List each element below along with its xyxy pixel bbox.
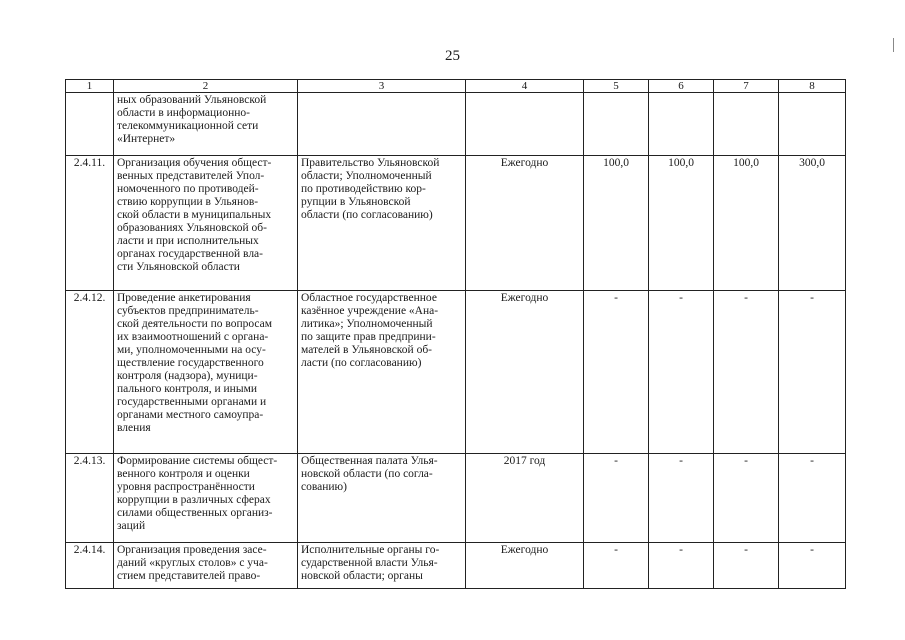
- item-number: 2.4.13.: [66, 454, 114, 543]
- table-row: [66, 93, 846, 156]
- item-number: 2.4.14.: [66, 543, 114, 589]
- header-cell: 2: [114, 80, 298, 93]
- header-cell: 4: [466, 80, 584, 93]
- text-line: Формирование системы общест-: [117, 455, 278, 467]
- text-line: контроля (надзора), муници-: [117, 370, 258, 382]
- value-col6: -: [649, 543, 714, 589]
- text-line: мателей в Ульяновской об-: [301, 344, 433, 356]
- text-line: номоченного по противодей-: [117, 183, 259, 195]
- text-line: их взаимоотношений с органа-: [117, 331, 269, 343]
- text-line: по защите прав предприни-: [301, 331, 436, 343]
- value-col5: [584, 93, 649, 156]
- text-line: Проведение анкетирования: [117, 292, 251, 304]
- header-row: [66, 80, 846, 93]
- text-line: ществление государственного: [117, 357, 264, 369]
- header-cell: 1: [66, 80, 114, 93]
- page-number: 25: [445, 48, 460, 64]
- item-description: [114, 156, 298, 291]
- text-line: ской деятельности по вопросам: [117, 318, 273, 330]
- header-cell: 5: [584, 80, 649, 93]
- value-col8: -: [779, 454, 846, 543]
- text-line: даний «круглых столов» с уча-: [117, 557, 268, 569]
- item-executor: [298, 156, 466, 291]
- header-cell: 6: [649, 80, 714, 93]
- text-line: уровня распространённости: [117, 481, 255, 493]
- text-line: новской области; органы: [301, 570, 423, 582]
- text-line: вления: [117, 422, 151, 434]
- text-line: телекоммуникационной сети: [117, 120, 259, 132]
- text-line: ных образований Ульяновской: [117, 94, 267, 106]
- text-line: сударственной власти Улья-: [301, 557, 438, 569]
- value-col7: 100,0: [714, 156, 779, 291]
- item-period: Ежегодно: [466, 543, 584, 589]
- value-col8: -: [779, 543, 846, 589]
- text-line: заций: [117, 520, 146, 532]
- text-line: органах государственной вла-: [117, 248, 263, 260]
- text-line: силами общественных организ-: [117, 507, 273, 519]
- value-col8: 300,0: [779, 156, 846, 291]
- text-line: образованиях Ульяновской об-: [117, 222, 267, 234]
- text-line: сти Ульяновской области: [117, 261, 240, 273]
- item-description: [114, 454, 298, 543]
- text-line: Исполнительные органы го-: [301, 544, 440, 556]
- text-line: стием представителей право-: [117, 570, 261, 582]
- text-line: «Интернет»: [117, 133, 176, 145]
- table-row: [66, 291, 846, 454]
- item-executor: [298, 291, 466, 454]
- text-line: венных представителей Упол-: [117, 170, 265, 182]
- value-col5: -: [584, 543, 649, 589]
- header-cell: 8: [779, 80, 846, 93]
- text-line: Областное государственное: [301, 292, 437, 304]
- item-executor: [298, 454, 466, 543]
- margin-mark: [893, 38, 894, 52]
- value-col6: -: [649, 454, 714, 543]
- text-line: литика»; Уполномоченный: [301, 318, 433, 330]
- text-line: новской области (по согла-: [301, 468, 433, 480]
- item-description: [114, 93, 298, 156]
- text-line: Общественная палата Улья-: [301, 455, 438, 467]
- text-line: казённое учреждение «Ана-: [301, 305, 439, 317]
- text-line: по противодействию кор-: [301, 183, 426, 195]
- item-description: [114, 291, 298, 454]
- table-row: [66, 543, 846, 589]
- text-line: венного контроля и оценки: [117, 468, 250, 480]
- text-line: ми, уполномоченными на осу-: [117, 344, 266, 356]
- value-col7: -: [714, 291, 779, 454]
- text-line: ствию коррупции в Ульянов-: [117, 196, 259, 208]
- item-number: 2.4.12.: [66, 291, 114, 454]
- text-line: области (по согласованию): [301, 209, 433, 221]
- text-line: коррупции в различных сферах: [117, 494, 271, 506]
- header-cell: 7: [714, 80, 779, 93]
- value-col5: 100,0: [584, 156, 649, 291]
- table-row: [66, 454, 846, 543]
- item-number: 2.4.11.: [66, 156, 114, 291]
- item-period: [466, 93, 584, 156]
- text-line: сованию): [301, 481, 347, 493]
- text-line: Правительство Ульяновской: [301, 157, 440, 169]
- value-col6: 100,0: [649, 156, 714, 291]
- item-description: [114, 543, 298, 589]
- header-cell: 3: [298, 80, 466, 93]
- value-col8: [779, 93, 846, 156]
- text-line: пального контроля, и иными: [117, 383, 257, 395]
- value-col7: -: [714, 454, 779, 543]
- value-col7: [714, 93, 779, 156]
- text-line: области в информационно-: [117, 107, 250, 119]
- value-col6: -: [649, 291, 714, 454]
- value-col5: -: [584, 454, 649, 543]
- item-executor: [298, 93, 466, 156]
- text-line: государственными органами и: [117, 396, 267, 408]
- text-line: органами местного самоупра-: [117, 409, 264, 421]
- text-line: ласти и при исполнительных: [117, 235, 259, 247]
- text-line: ской области в муниципальных: [117, 209, 272, 221]
- document-table: [65, 79, 846, 589]
- item-executor: [298, 543, 466, 589]
- text-line: Организация обучения общест-: [117, 157, 272, 169]
- item-period: Ежегодно: [466, 156, 584, 291]
- value-col7: -: [714, 543, 779, 589]
- value-col6: [649, 93, 714, 156]
- text-line: Организация проведения засе-: [117, 544, 267, 556]
- text-line: ласти (по согласованию): [301, 357, 422, 369]
- item-period: Ежегодно: [466, 291, 584, 454]
- text-line: субъектов предприниматель-: [117, 305, 259, 317]
- item-number: [66, 93, 114, 156]
- text-line: рупции в Ульяновской: [301, 196, 411, 208]
- item-period: 2017 год: [466, 454, 584, 543]
- value-col8: -: [779, 291, 846, 454]
- table-row: [66, 156, 846, 291]
- text-line: области; Уполномоченный: [301, 170, 432, 182]
- value-col5: -: [584, 291, 649, 454]
